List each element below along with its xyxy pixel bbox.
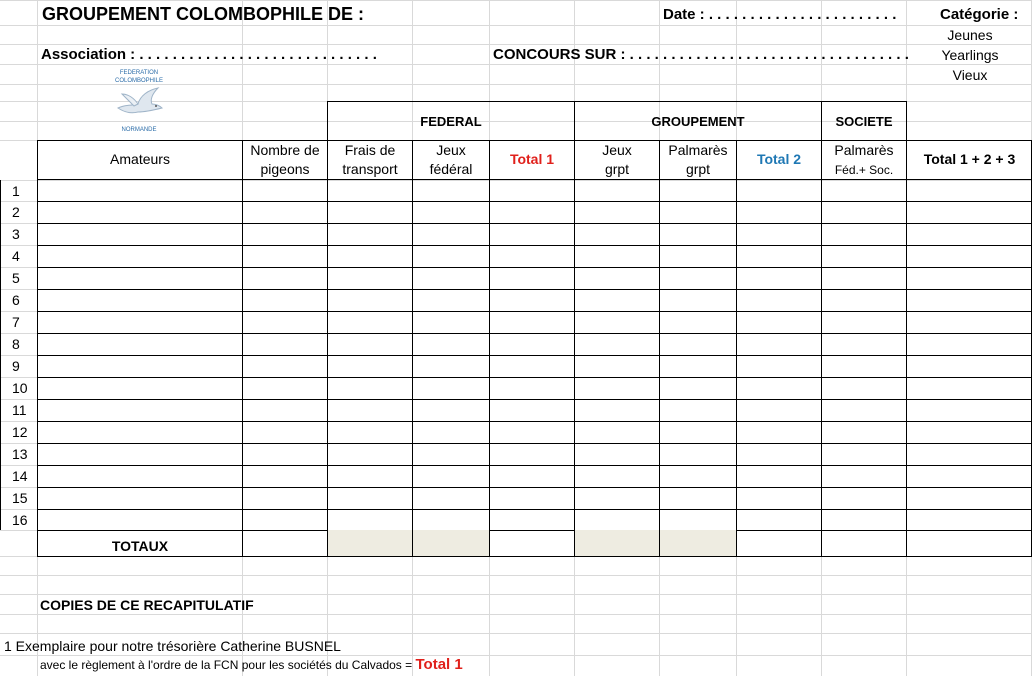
federation-logo [108,68,170,138]
row-number: 5 [12,270,20,286]
group-header-groupement: GROUPEMENT [651,114,745,129]
column-border [327,140,328,557]
row-number: 6 [12,292,20,308]
row-border [37,267,1032,268]
page-title: GROUPEMENT COLOMBOPHILE DE : [42,4,365,24]
column-border [736,140,737,557]
col-header-palmares-grpt-line1: Palmarès [668,142,728,158]
row-number: 14 [12,468,28,484]
gridline-horizontal [0,180,1032,181]
col-header-palmares-grpt-line2: grpt [685,161,711,177]
gridline-horizontal [0,594,1032,595]
group-header-divider [906,101,907,141]
column-header-top-border [37,140,1032,141]
column-border [37,140,38,557]
column-border [659,140,660,557]
copy-line-reglement [40,657,463,672]
reglement-text: avec le règlement à l'ordre de la FCN pour les sociétés du Calvados = [40,658,413,672]
totals-label: TOTAUX [111,538,169,554]
row-border [37,465,1032,466]
row-number: 12 [12,424,28,440]
column-border [574,140,575,557]
row-number: 2 [12,204,20,220]
category-yearlings: Yearlings [941,47,999,63]
row-border [37,311,1032,312]
col-header-jeux-grpt-line1: Jeux [602,142,632,158]
shaded-cell-frais-total [328,530,412,556]
col-header-total123: Total 1 + 2 + 3 [923,151,1016,167]
group-header-top-border [327,101,907,102]
category-vieux: Vieux [952,67,988,83]
column-border [821,140,822,557]
col-header-jeux-federal-line1: Jeux [436,142,466,158]
shaded-cell-palmares-grpt-total [660,530,736,556]
column-border [242,140,243,557]
gridline-horizontal [0,655,1032,656]
gridline-horizontal [0,633,1032,634]
row-border [37,201,1032,202]
col-header-nombre-line1: Nombre de [250,142,320,158]
row-border [37,509,1032,510]
row-border [37,399,1032,400]
col-header-palmares-soc-line2: Féd.+ Soc. [834,163,894,177]
date-field: Date : . . . . . . . . . . . . . . . . . . . . . . . [663,6,897,23]
row-border [37,487,1032,488]
logo-line-federation: FEDERATION [119,70,159,76]
col-header-jeux-federal-line2: fédéral [429,161,473,177]
row-border [37,223,1032,224]
association-field: Association : . . . . . . . . . . . . . . . . . . . . . . . . . . . . . [41,46,377,63]
col-header-palmares-soc-line1: Palmarès [834,142,894,158]
col-header-frais-line1: Frais de [344,142,396,158]
logo-line-colombophile: COLOMBOPHILE [114,78,163,84]
copy-line-tresoriere: 1 Exemplaire pour notre trésorière Catherine BUSNEL [4,638,341,654]
col-header-nombre-line2: pigeons [260,161,310,177]
row-number: 7 [12,314,20,330]
row-border [37,245,1032,246]
row-number: 13 [12,446,28,462]
row-border [37,333,1032,334]
column-header-bottom-border [37,179,1032,180]
col-header-total2: Total 2 [756,151,802,167]
reglement-total1: Total 1 [415,656,463,673]
category-label: Catégorie : [940,6,1019,23]
row-number: 1 [12,183,20,199]
gridline-horizontal [0,44,1032,45]
col-header-jeux-grpt-line2: grpt [604,161,630,177]
gridline-horizontal [0,64,1032,65]
row-number: 3 [12,226,20,242]
rownum-column-edge [0,180,1,530]
column-border [906,140,907,557]
row-border [37,289,1032,290]
concours-field: CONCOURS SUR : . . . . . . . . . . . . . . . . . . . . . . . . . . . . . . . . . . [493,46,909,63]
gridline-horizontal [0,0,1032,1]
row-number: 8 [12,336,20,352]
col-header-frais-line2: transport [342,161,398,177]
shaded-cell-jeux-grpt-total [575,530,659,556]
totals-bottom-border [37,556,1032,557]
group-header-federal: FEDERAL [420,114,482,129]
row-border [37,355,1032,356]
group-header-societe: SOCIETE [835,114,893,129]
copies-title: COPIES DE CE RECAPITULATIF [40,597,254,613]
category-jeunes: Jeunes [947,27,993,43]
logo-line-normande: NORMANDE [121,127,157,133]
row-number: 9 [12,358,20,374]
row-number: 4 [12,248,20,264]
gridline-horizontal [0,614,1032,615]
row-number: 10 [12,380,28,396]
row-border [37,443,1032,444]
row-border [37,530,1032,531]
row-number: 15 [12,490,28,506]
pigeon-icon [108,84,170,124]
row-border [37,421,1032,422]
column-border [489,140,490,557]
shaded-cell-jeux-federal-total [413,530,489,556]
gridline-horizontal [0,575,1032,576]
gridline-horizontal [0,25,1032,26]
row-number: 16 [12,512,28,528]
col-header-amateurs: Amateurs [110,151,170,167]
column-border [412,140,413,557]
row-number: 11 [12,402,27,418]
row-border [37,377,1032,378]
col-header-total1: Total 1 [509,151,555,167]
